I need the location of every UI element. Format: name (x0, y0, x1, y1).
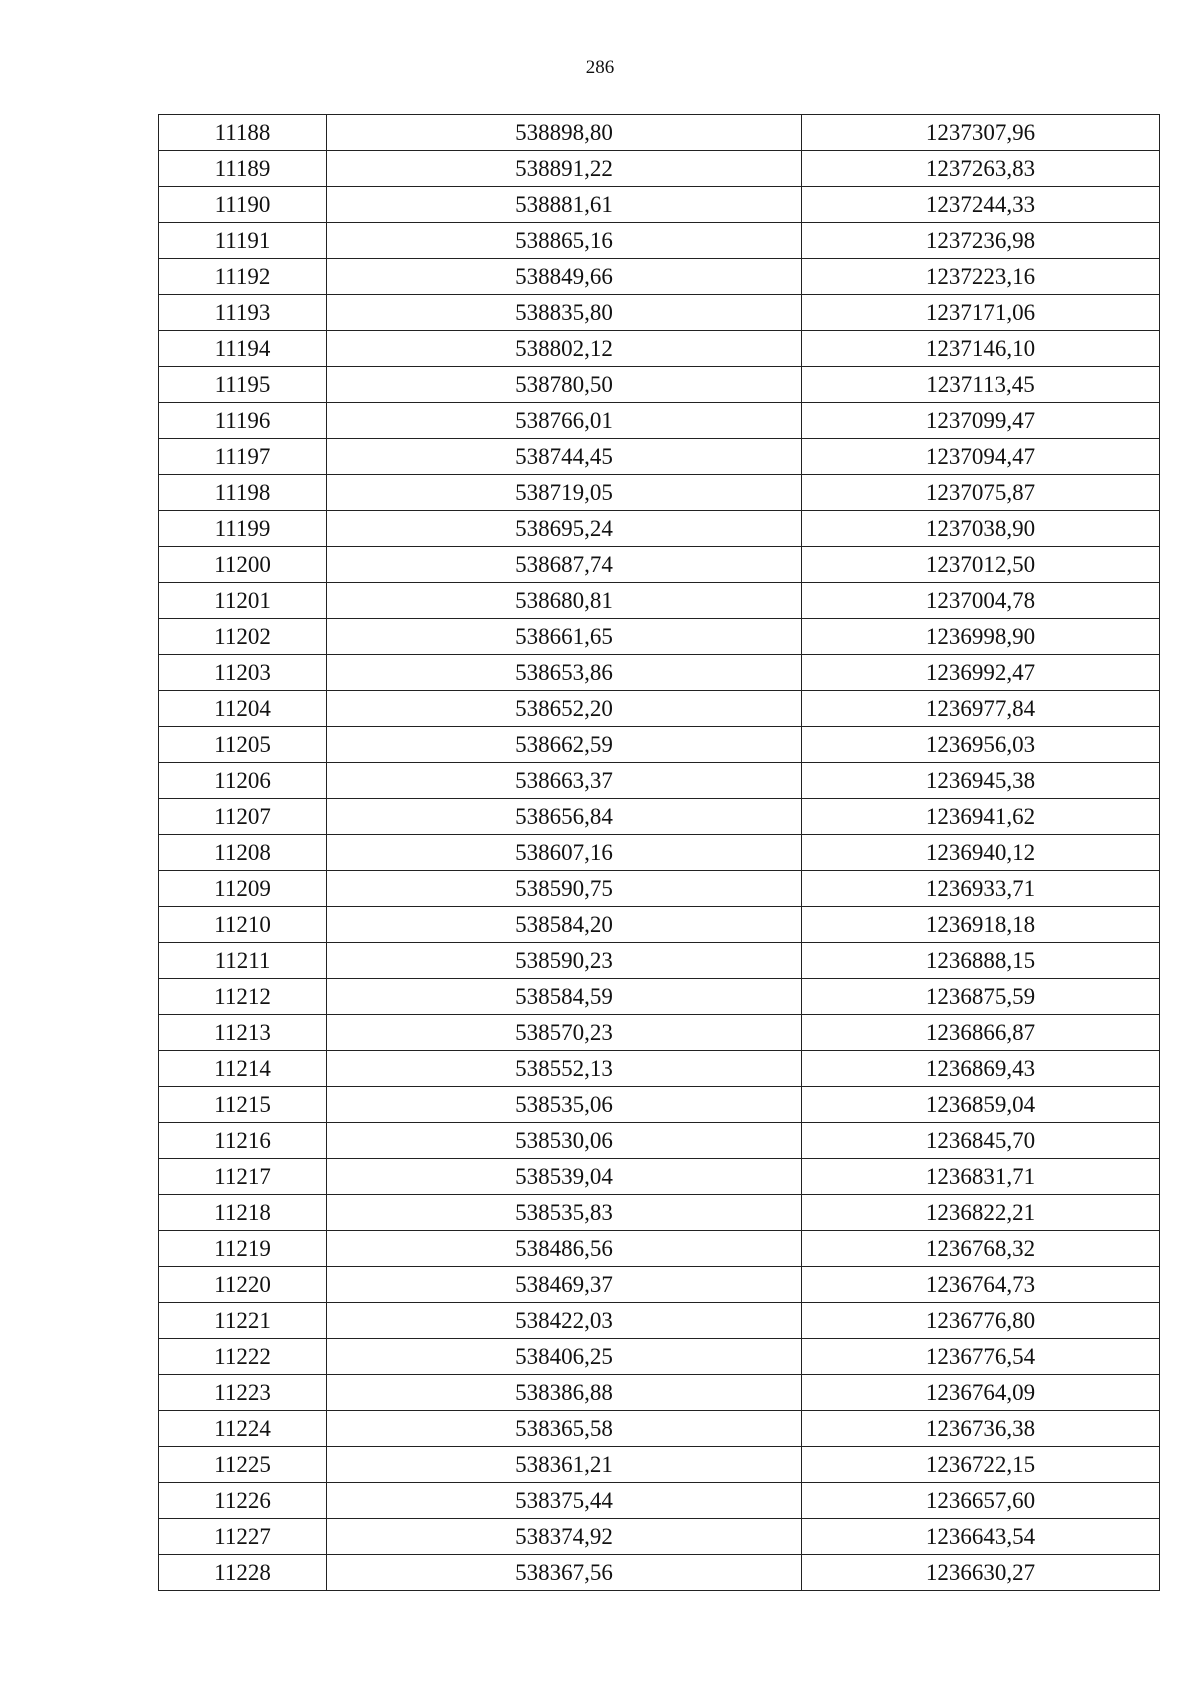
y-coordinate-cell: 1236630,27 (802, 1555, 1160, 1591)
y-coordinate-cell: 1236869,43 (802, 1051, 1160, 1087)
x-coordinate-cell: 538469,37 (327, 1267, 802, 1303)
table-row (159, 691, 1160, 727)
y-coordinate-cell: 1237004,78 (802, 583, 1160, 619)
point-number-cell: 11211 (159, 943, 327, 979)
point-number-cell: 11198 (159, 475, 327, 511)
x-coordinate-cell: 538584,20 (327, 907, 802, 943)
x-coordinate-cell: 538835,80 (327, 295, 802, 331)
y-coordinate-cell: 1237146,10 (802, 331, 1160, 367)
x-coordinate-cell: 538744,45 (327, 439, 802, 475)
x-coordinate-cell: 538486,56 (327, 1231, 802, 1267)
x-coordinate-cell: 538653,86 (327, 655, 802, 691)
point-number-cell: 11201 (159, 583, 327, 619)
y-coordinate-cell: 1236888,15 (802, 943, 1160, 979)
point-number-cell: 11228 (159, 1555, 327, 1591)
x-coordinate-cell: 538780,50 (327, 367, 802, 403)
x-coordinate-cell: 538607,16 (327, 835, 802, 871)
x-coordinate-cell: 538406,25 (327, 1339, 802, 1375)
y-coordinate-cell: 1237099,47 (802, 403, 1160, 439)
point-number-cell: 11200 (159, 547, 327, 583)
coordinates-table (158, 114, 1160, 1591)
point-number-cell: 11219 (159, 1231, 327, 1267)
y-coordinate-cell: 1237244,33 (802, 187, 1160, 223)
x-coordinate-cell: 538766,01 (327, 403, 802, 439)
x-coordinate-cell: 538849,66 (327, 259, 802, 295)
x-coordinate-cell: 538365,58 (327, 1411, 802, 1447)
table-row (159, 403, 1160, 439)
table-row (159, 943, 1160, 979)
x-coordinate-cell: 538802,12 (327, 331, 802, 367)
table-row (159, 763, 1160, 799)
y-coordinate-cell: 1236941,62 (802, 799, 1160, 835)
x-coordinate-cell: 538891,22 (327, 151, 802, 187)
point-number-cell: 11197 (159, 439, 327, 475)
x-coordinate-cell: 538663,37 (327, 763, 802, 799)
table-row (159, 1051, 1160, 1087)
y-coordinate-cell: 1236933,71 (802, 871, 1160, 907)
point-number-cell: 11189 (159, 151, 327, 187)
y-coordinate-cell: 1236831,71 (802, 1159, 1160, 1195)
y-coordinate-cell: 1237307,96 (802, 115, 1160, 151)
y-coordinate-cell: 1237113,45 (802, 367, 1160, 403)
x-coordinate-cell: 538375,44 (327, 1483, 802, 1519)
x-coordinate-cell: 538535,06 (327, 1087, 802, 1123)
y-coordinate-cell: 1236845,70 (802, 1123, 1160, 1159)
table-row (159, 1339, 1160, 1375)
point-number-cell: 11207 (159, 799, 327, 835)
point-number-cell: 11224 (159, 1411, 327, 1447)
x-coordinate-cell: 538719,05 (327, 475, 802, 511)
y-coordinate-cell: 1237012,50 (802, 547, 1160, 583)
y-coordinate-cell: 1236945,38 (802, 763, 1160, 799)
point-number-cell: 11191 (159, 223, 327, 259)
y-coordinate-cell: 1236875,59 (802, 979, 1160, 1015)
x-coordinate-cell: 538570,23 (327, 1015, 802, 1051)
point-number-cell: 11214 (159, 1051, 327, 1087)
point-number-cell: 11195 (159, 367, 327, 403)
table-row (159, 1195, 1160, 1231)
point-number-cell: 11210 (159, 907, 327, 943)
y-coordinate-cell: 1236736,38 (802, 1411, 1160, 1447)
point-number-cell: 11222 (159, 1339, 327, 1375)
table-row (159, 1087, 1160, 1123)
table-row (159, 727, 1160, 763)
x-coordinate-cell: 538662,59 (327, 727, 802, 763)
table-row (159, 1303, 1160, 1339)
point-number-cell: 11223 (159, 1375, 327, 1411)
point-number-cell: 11213 (159, 1015, 327, 1051)
y-coordinate-cell: 1236940,12 (802, 835, 1160, 871)
point-number-cell: 11212 (159, 979, 327, 1015)
table-row (159, 799, 1160, 835)
point-number-cell: 11196 (159, 403, 327, 439)
x-coordinate-cell: 538680,81 (327, 583, 802, 619)
point-number-cell: 11192 (159, 259, 327, 295)
x-coordinate-cell: 538374,92 (327, 1519, 802, 1555)
x-coordinate-cell: 538590,23 (327, 943, 802, 979)
x-coordinate-cell: 538656,84 (327, 799, 802, 835)
point-number-cell: 11205 (159, 727, 327, 763)
x-coordinate-cell: 538361,21 (327, 1447, 802, 1483)
table-row (159, 295, 1160, 331)
x-coordinate-cell: 538386,88 (327, 1375, 802, 1411)
point-number-cell: 11226 (159, 1483, 327, 1519)
y-coordinate-cell: 1236643,54 (802, 1519, 1160, 1555)
y-coordinate-cell: 1236657,60 (802, 1483, 1160, 1519)
table-row (159, 223, 1160, 259)
table-row (159, 979, 1160, 1015)
point-number-cell: 11206 (159, 763, 327, 799)
y-coordinate-cell: 1237171,06 (802, 295, 1160, 331)
table-row (159, 331, 1160, 367)
x-coordinate-cell: 538695,24 (327, 511, 802, 547)
y-coordinate-cell: 1236977,84 (802, 691, 1160, 727)
y-coordinate-cell: 1236764,09 (802, 1375, 1160, 1411)
table-row (159, 1519, 1160, 1555)
point-number-cell: 11220 (159, 1267, 327, 1303)
point-number-cell: 11215 (159, 1087, 327, 1123)
x-coordinate-cell: 538539,04 (327, 1159, 802, 1195)
point-number-cell: 11199 (159, 511, 327, 547)
point-number-cell: 11209 (159, 871, 327, 907)
y-coordinate-cell: 1237075,87 (802, 475, 1160, 511)
x-coordinate-cell: 538530,06 (327, 1123, 802, 1159)
table-row (159, 619, 1160, 655)
y-coordinate-cell: 1236776,80 (802, 1303, 1160, 1339)
x-coordinate-cell: 538422,03 (327, 1303, 802, 1339)
table-row (159, 1231, 1160, 1267)
x-coordinate-cell: 538898,80 (327, 115, 802, 151)
y-coordinate-cell: 1237263,83 (802, 151, 1160, 187)
y-coordinate-cell: 1236998,90 (802, 619, 1160, 655)
table-row (159, 1375, 1160, 1411)
y-coordinate-cell: 1236918,18 (802, 907, 1160, 943)
point-number-cell: 11202 (159, 619, 327, 655)
page-number: 286 (585, 57, 615, 78)
x-coordinate-cell: 538865,16 (327, 223, 802, 259)
table-row (159, 547, 1160, 583)
table-row (159, 871, 1160, 907)
point-number-cell: 11217 (159, 1159, 327, 1195)
y-coordinate-cell: 1236992,47 (802, 655, 1160, 691)
x-coordinate-cell: 538535,83 (327, 1195, 802, 1231)
table-row (159, 367, 1160, 403)
table-row (159, 1267, 1160, 1303)
y-coordinate-cell: 1236822,21 (802, 1195, 1160, 1231)
table-row (159, 1123, 1160, 1159)
point-number-cell: 11218 (159, 1195, 327, 1231)
y-coordinate-cell: 1236866,87 (802, 1015, 1160, 1051)
table-row (159, 1555, 1160, 1591)
table-row (159, 511, 1160, 547)
table-row (159, 1447, 1160, 1483)
y-coordinate-cell: 1236768,32 (802, 1231, 1160, 1267)
point-number-cell: 11216 (159, 1123, 327, 1159)
y-coordinate-cell: 1237236,98 (802, 223, 1160, 259)
table-row (159, 1015, 1160, 1051)
point-number-cell: 11190 (159, 187, 327, 223)
table-row (159, 187, 1160, 223)
point-number-cell: 11188 (159, 115, 327, 151)
table-row (159, 115, 1160, 151)
y-coordinate-cell: 1236956,03 (802, 727, 1160, 763)
x-coordinate-cell: 538367,56 (327, 1555, 802, 1591)
table-row (159, 655, 1160, 691)
table-row (159, 259, 1160, 295)
point-number-cell: 11203 (159, 655, 327, 691)
x-coordinate-cell: 538552,13 (327, 1051, 802, 1087)
point-number-cell: 11194 (159, 331, 327, 367)
point-number-cell: 11227 (159, 1519, 327, 1555)
point-number-cell: 11204 (159, 691, 327, 727)
y-coordinate-cell: 1236859,04 (802, 1087, 1160, 1123)
x-coordinate-cell: 538652,20 (327, 691, 802, 727)
point-number-cell: 11193 (159, 295, 327, 331)
table-row (159, 1483, 1160, 1519)
table-row (159, 1159, 1160, 1195)
y-coordinate-cell: 1237038,90 (802, 511, 1160, 547)
point-number-cell: 11208 (159, 835, 327, 871)
table-row (159, 835, 1160, 871)
point-number-cell: 11221 (159, 1303, 327, 1339)
coordinates-table-body (159, 115, 1160, 1591)
point-number-cell: 11225 (159, 1447, 327, 1483)
y-coordinate-cell: 1237094,47 (802, 439, 1160, 475)
y-coordinate-cell: 1236764,73 (802, 1267, 1160, 1303)
x-coordinate-cell: 538590,75 (327, 871, 802, 907)
x-coordinate-cell: 538584,59 (327, 979, 802, 1015)
table-row (159, 439, 1160, 475)
table-row (159, 475, 1160, 511)
x-coordinate-cell: 538687,74 (327, 547, 802, 583)
x-coordinate-cell: 538661,65 (327, 619, 802, 655)
table-row (159, 907, 1160, 943)
y-coordinate-cell: 1236776,54 (802, 1339, 1160, 1375)
table-row (159, 151, 1160, 187)
y-coordinate-cell: 1237223,16 (802, 259, 1160, 295)
x-coordinate-cell: 538881,61 (327, 187, 802, 223)
table-row (159, 583, 1160, 619)
y-coordinate-cell: 1236722,15 (802, 1447, 1160, 1483)
table-row (159, 1411, 1160, 1447)
